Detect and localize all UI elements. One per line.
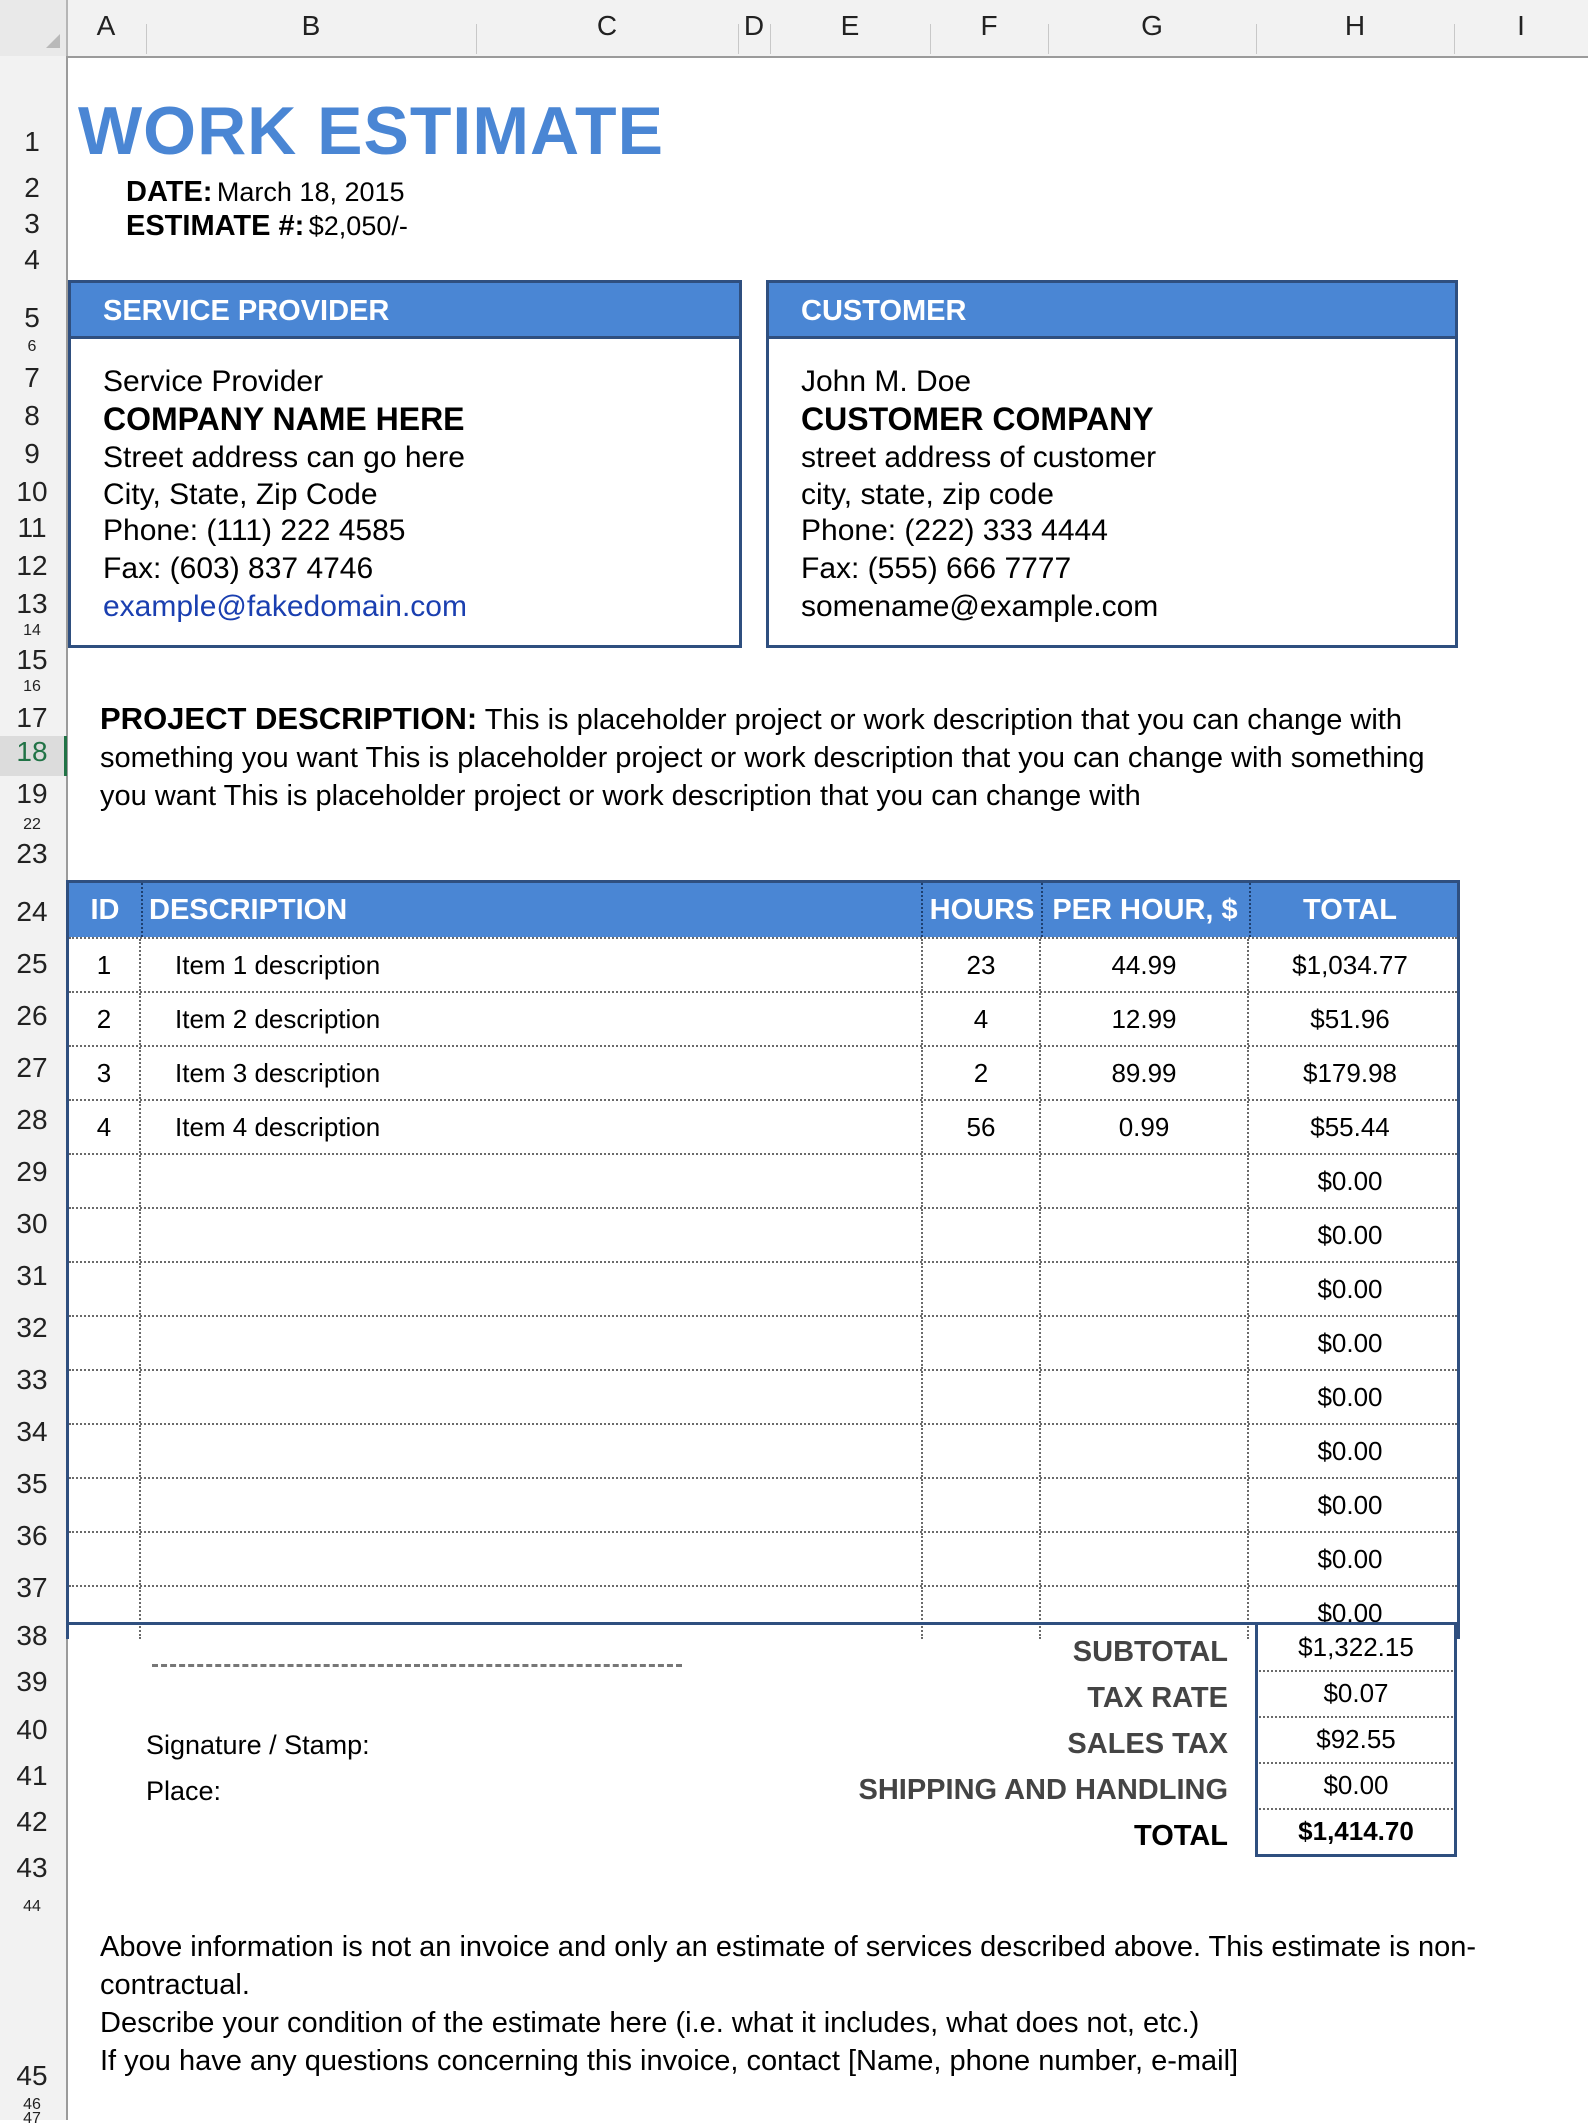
cell-description[interactable] [141,1371,923,1423]
row-header[interactable]: 29 [16,1156,48,1187]
row-header[interactable]: 45 [16,2060,48,2091]
cell-hours[interactable] [923,1533,1041,1585]
cell-total[interactable]: $0.00 [1317,1220,1383,1250]
project-description-label: PROJECT DESCRIPTION: [100,701,478,736]
cell-description[interactable] [141,1317,923,1369]
cell-total[interactable]: $0.00 [1317,1328,1383,1358]
cell-id[interactable] [69,1479,141,1531]
row-header[interactable]: 17 [16,702,48,733]
cell-description[interactable]: Item 1 description [141,939,923,991]
header-hours[interactable]: HOURS [923,883,1043,937]
cell-hours[interactable]: 23 [923,939,1041,991]
place-label[interactable]: Place: [146,1776,222,1806]
provider-phone[interactable]: Phone: (111) 222 4585 [103,514,406,547]
table-header-row [69,883,1457,937]
date-row[interactable] [126,176,405,209]
table-row [69,1369,1457,1423]
row-header[interactable]: 14 [23,622,41,639]
table-row [69,1207,1457,1261]
row-header[interactable]: 16 [23,678,41,695]
row-header[interactable]: 13 [16,588,48,619]
cell-per-hour[interactable]: 89.99 [1041,1047,1249,1099]
table-row [69,937,1457,991]
service-provider-box [68,280,742,648]
subtotal-label: SUBTOTAL [1072,1636,1228,1668]
footer-line-3: If you have any questions concerning this invoice, contact [Name, phone number, e-mail] [100,2045,1239,2077]
row-header[interactable]: 28 [16,1104,48,1135]
cell-per-hour[interactable] [1041,1371,1249,1423]
cell-description[interactable] [141,1209,923,1261]
column-header-bar [0,0,1588,58]
row-header[interactable]: 6 [27,338,37,355]
cell-total[interactable]: $0.00 [1317,1436,1383,1466]
total-label: TOTAL [1134,1820,1228,1852]
provider-city[interactable]: City, State, Zip Code [103,478,378,511]
cell-hours[interactable]: 2 [923,1047,1041,1099]
row-header[interactable]: 42 [16,1806,48,1837]
page-title[interactable]: WORK ESTIMATE [78,93,664,169]
cell-description[interactable]: Item 4 description [141,1101,923,1153]
cell-description[interactable] [141,1155,923,1207]
cell-total[interactable]: $0.00 [1317,1382,1383,1412]
cell-per-hour[interactable] [1041,1155,1249,1207]
customer-box [766,280,1458,648]
cell-per-hour[interactable] [1041,1425,1249,1477]
cell-description[interactable] [141,1533,923,1585]
row-header[interactable]: 41 [16,1760,48,1791]
row-header[interactable]: 30 [16,1208,48,1239]
tax-rate-label: TAX RATE [1087,1682,1228,1714]
cell-per-hour[interactable] [1041,1209,1249,1261]
cell-hours[interactable] [923,1209,1041,1261]
cell-per-hour[interactable] [1041,1479,1249,1531]
row-header[interactable]: 38 [16,1620,48,1651]
cell-description[interactable]: Item 3 description [141,1047,923,1099]
row-header[interactable]: 8 [24,400,40,431]
cell-hours[interactable]: 56 [923,1101,1041,1153]
cell-id[interactable]: 3 [69,1047,141,1099]
row-header[interactable]: 36 [16,1520,48,1551]
cell-hours[interactable]: 4 [923,993,1041,1045]
date-value: March 18, 2015 [216,177,405,207]
cell-description[interactable] [141,1479,923,1531]
customer-phone[interactable]: Phone: (222) 333 4444 [801,514,1108,547]
row-header[interactable]: 40 [16,1714,48,1745]
provider-street[interactable]: Street address can go here [103,441,465,474]
row-header[interactable]: 39 [16,1666,48,1697]
cell-id[interactable] [69,1425,141,1477]
customer-header[interactable]: CUSTOMER [769,283,1455,339]
row-header[interactable]: 22 [23,816,41,833]
table-row [69,1153,1457,1207]
row-header[interactable]: 4 [24,244,40,275]
row-header[interactable]: 1 [24,126,40,157]
cell-total[interactable]: $179.98 [1303,1058,1397,1088]
shipping-label: SHIPPING AND HANDLING [858,1774,1228,1806]
cell-total[interactable]: $55.44 [1310,1112,1390,1142]
customer-email[interactable]: somename@example.com [801,590,1159,623]
row-header[interactable]: 43 [16,1852,48,1883]
row-header[interactable]: 5 [24,302,40,333]
cell-id[interactable] [69,1371,141,1423]
row-header-selected[interactable]: 18 [0,736,67,776]
items-table [66,880,1460,1639]
cell-per-hour[interactable] [1041,1533,1249,1585]
cell-hours[interactable] [923,1263,1041,1315]
table-row [69,991,1457,1045]
cell-per-hour[interactable]: 0.99 [1041,1101,1249,1153]
cell-total[interactable]: $0.00 [1317,1166,1383,1196]
cell-total[interactable]: $51.96 [1310,1004,1390,1034]
column-header-d[interactable]: D [743,10,765,41]
row-header[interactable]: 37 [16,1572,48,1603]
customer-street[interactable]: street address of customer [801,441,1157,474]
footer-line-2: Describe your condition of the estimate here (i.e. what it includes, what does not, etc.) [100,2007,1200,2039]
cell-total[interactable]: $0.00 [1317,1598,1383,1628]
customer-fax[interactable]: Fax: (555) 666 7777 [801,552,1072,585]
row-header[interactable]: 25 [16,948,48,979]
estimate-value: $2,050/- [308,211,408,241]
column-header-a[interactable]: A [96,10,116,41]
table-row [69,1045,1457,1099]
column-header-h[interactable]: H [1344,10,1366,41]
row-header[interactable]: 15 [16,644,48,675]
row-header[interactable]: 26 [16,1000,48,1031]
estimate-row[interactable] [126,210,408,243]
customer-name[interactable]: John M. Doe [801,365,972,398]
column-header-f[interactable]: F [980,10,998,41]
signature-label[interactable]: Signature / Stamp: [146,1730,370,1760]
header-total[interactable]: TOTAL [1303,894,1397,926]
cell-hours[interactable] [923,1425,1041,1477]
row-header[interactable]: 9 [24,438,40,469]
row-header[interactable]: 12 [16,550,48,581]
row-header-bar [0,56,68,2127]
cell-id[interactable]: 4 [69,1101,141,1153]
column-header-i[interactable]: I [1517,10,1525,41]
header-per-hour[interactable]: PER HOUR, $ [1041,883,1251,937]
customer-city[interactable]: city, state, zip code [801,478,1054,511]
cell-per-hour[interactable] [1041,1317,1249,1369]
cell-hours[interactable] [923,1479,1041,1531]
service-provider-header[interactable]: SERVICE PROVIDER [71,283,739,339]
cell-hours[interactable] [923,1155,1041,1207]
row-header[interactable]: 10 [16,476,48,507]
cell-per-hour[interactable]: 12.99 [1041,993,1249,1045]
tax-rate-value[interactable]: $0.07 [1255,1670,1457,1718]
cell-hours[interactable] [923,1317,1041,1369]
cell-id[interactable] [69,1263,141,1315]
cell-id[interactable]: 2 [69,993,141,1045]
sales-tax-value[interactable]: $92.55 [1255,1716,1457,1764]
cell-id[interactable] [69,1155,141,1207]
total-value[interactable]: $1,414.70 [1255,1808,1457,1857]
cell-id[interactable] [69,1317,141,1369]
row-header[interactable]: 44 [23,1898,41,1915]
provider-name[interactable]: Service Provider [103,365,324,398]
cell-total[interactable]: $0.00 [1317,1490,1383,1520]
customer-company[interactable]: CUSTOMER COMPANY [801,401,1154,437]
table-row [69,1531,1457,1585]
row-header[interactable]: 23 [16,838,48,869]
project-description[interactable] [100,700,1460,815]
table-row [69,1261,1457,1315]
table-row [69,1099,1457,1153]
cell-total[interactable]: $1,034.77 [1292,950,1408,980]
cell-total[interactable]: $0.00 [1317,1544,1383,1574]
thank-you-line [152,1664,682,1667]
column-header-e[interactable]: E [840,10,860,41]
column-header-g[interactable]: G [1141,10,1163,41]
row-header[interactable]: 33 [16,1364,48,1395]
cell-per-hour[interactable]: 44.99 [1041,939,1249,991]
provider-fax[interactable]: Fax: (603) 837 4746 [103,552,374,585]
header-id[interactable]: ID [69,883,143,937]
cell-description[interactable]: Item 2 description [141,993,923,1045]
table-row [69,1423,1457,1477]
row-header[interactable]: 24 [16,896,48,927]
cell-id[interactable] [69,1209,141,1261]
table-body [69,937,1457,1639]
header-description[interactable]: DESCRIPTION [141,883,923,937]
row-header[interactable]: 11 [17,512,47,543]
provider-company[interactable]: COMPANY NAME HERE [103,401,465,437]
row-header[interactable]: 31 [16,1260,48,1291]
cell-id[interactable]: 1 [69,939,141,991]
provider-email-link[interactable]: example@fakedomain.com [103,590,467,623]
select-all-corner[interactable] [0,0,68,56]
column-header-c[interactable]: C [596,10,618,41]
estimate-label: ESTIMATE #: [126,210,305,242]
table-row [69,1477,1457,1531]
row-header[interactable]: 47 [23,2110,41,2127]
date-label: DATE: [126,176,213,208]
row-header[interactable]: 34 [16,1416,48,1447]
row-header[interactable]: 3 [24,208,40,239]
row-header[interactable]: 46 [23,2096,41,2113]
row-header[interactable]: 19 [16,778,48,809]
cell-description[interactable] [141,1425,923,1477]
cell-description[interactable] [141,1263,923,1315]
sales-tax-label: SALES TAX [1067,1728,1228,1760]
row-header[interactable]: 32 [16,1312,48,1343]
row-header[interactable]: 7 [24,362,40,393]
table-row [69,1315,1457,1369]
row-header[interactable]: 27 [16,1052,48,1083]
subtotal-value[interactable]: $1,322.15 [1255,1624,1457,1672]
project-description-text: This is placeholder project or work description that you can change with something you want This is placeholder project or work description that you can change with something you want This is placeholder project or work description that you can change with [100,704,1425,812]
row-header[interactable]: 2 [24,172,40,203]
cell-per-hour[interactable] [1041,1263,1249,1315]
column-header-b[interactable]: B [301,10,321,41]
footer-line-1: Above information is not an invoice and only an estimate of services described above. This estimate is non-contractual. [100,1931,1477,2001]
row-header[interactable]: 35 [16,1468,48,1499]
footer-notes[interactable] [100,1928,1480,2080]
cell-hours[interactable] [923,1371,1041,1423]
cell-total[interactable]: $0.00 [1317,1274,1383,1304]
shipping-value[interactable]: $0.00 [1255,1762,1457,1810]
cell-id[interactable] [69,1533,141,1585]
